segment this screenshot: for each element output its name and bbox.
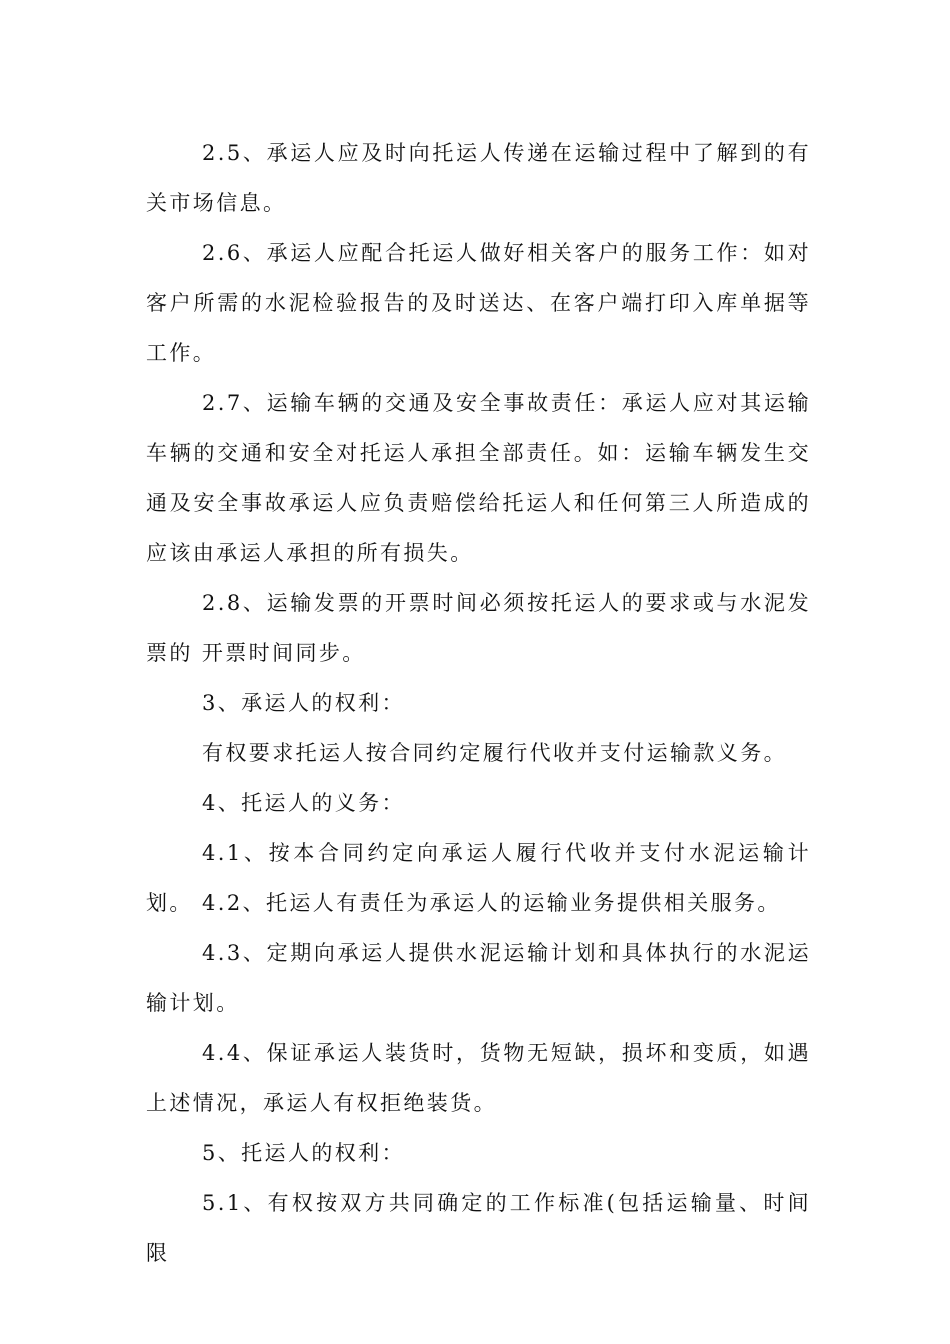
heading-shipper-rights: 5、托运人的权利： xyxy=(202,1141,405,1165)
paragraph-carrier-rights: 有权要求托运人按合同约定履行代收并支付运输款义务。 xyxy=(202,741,787,765)
paragraph-4-2: 4.2、托运人有责任为承运人的运输业务提供相关服务。 xyxy=(202,891,781,915)
paragraph-5-1: 5.1、有权按双方共同确定的工作标准(包括运输量、时间限 xyxy=(146,1191,811,1265)
paragraph-4-1: 4.1、按本合同约定向承运人履行代收并支付水泥运输计划。 xyxy=(146,841,811,915)
heading-shipper-obligations: 4、托运人的义务： xyxy=(202,791,405,815)
paragraph-4-4: 4.4、保证承运人装货时，货物无短缺，损坏和变质，如遇上述情况，承运人有权拒绝装货。 xyxy=(146,1041,811,1115)
paragraph-2-5: 2.5、承运人应及时向托运人传递在运输过程中了解到的有关市场信息。 xyxy=(146,141,811,215)
paragraph-2-6: 2.6、承运人应配合托运人做好相关客户的服务工作：如对客户所需的水泥检验报告的及时送达、在客户端打印入库单据等工作。 xyxy=(146,241,811,365)
paragraph-2-8: 2.8、运输发票的开票时间必须按托运人的要求或与水泥发票的 开票时间同步。 xyxy=(146,591,811,665)
paragraph-4-3: 4.3、定期向承运人提供水泥运输计划和具体执行的水泥运输计划。 xyxy=(146,941,811,1015)
paragraph-2-7: 2.7、运输车辆的交通及安全事故责任：承运人应对其运输车辆的交通和安全对托运人承担全部责任。如：运输车辆发生交通及安全事故承运人应负责赔偿给托运人和任何第三人所造成的应该由承运人承担的所有损失。 xyxy=(146,391,811,565)
heading-carrier-rights: 3、承运人的权利： xyxy=(202,691,405,715)
